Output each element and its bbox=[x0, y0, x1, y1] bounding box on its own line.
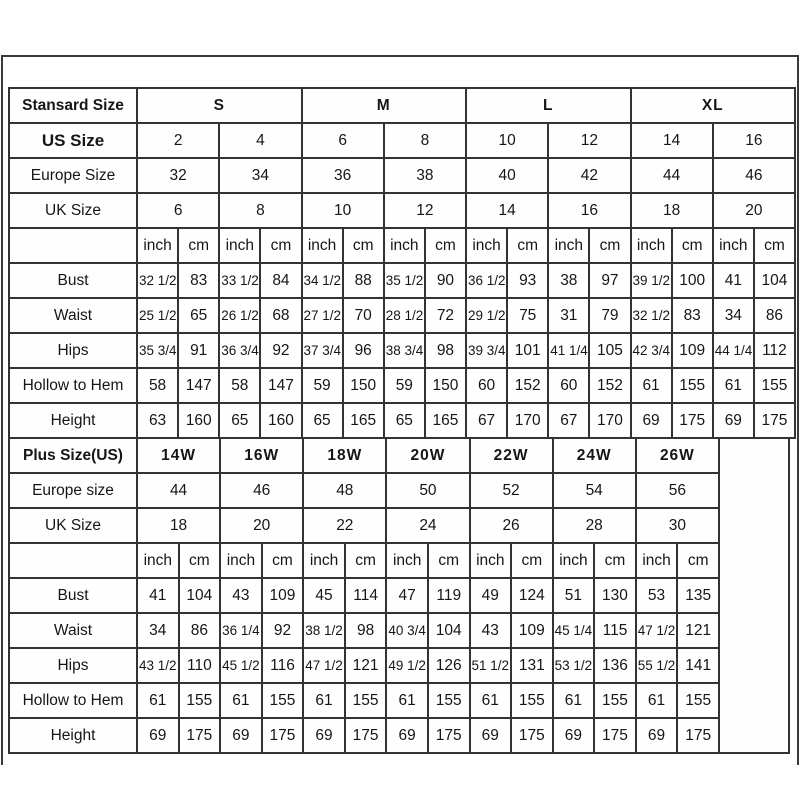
unit-row bbox=[9, 228, 795, 263]
size-group-header: 26W bbox=[636, 438, 719, 473]
measurement-value-cell: 90 bbox=[425, 263, 466, 298]
unit-inch-header: inch bbox=[636, 543, 678, 578]
size-value-cell: 30 bbox=[636, 508, 719, 543]
unit-cm-header: cm bbox=[178, 228, 219, 263]
measurement-value-cell: 60 bbox=[466, 368, 507, 403]
measurement-value-cell: 65 bbox=[219, 403, 260, 438]
measurement-value-cell: 32 1/2 bbox=[631, 298, 672, 333]
measurement-value-cell: 104 bbox=[428, 613, 470, 648]
measurement-value-cell: 141 bbox=[677, 648, 719, 683]
measurement-value-cell: 45 1/4 bbox=[553, 613, 595, 648]
size-value-cell: 34 bbox=[219, 158, 301, 193]
measurement-value-cell: 155 bbox=[262, 683, 304, 718]
empty-corner-cell bbox=[9, 543, 137, 578]
measurement-value-cell: 37 3/4 bbox=[302, 333, 343, 368]
header-row bbox=[9, 158, 795, 193]
measurement-value-cell: 53 bbox=[636, 578, 678, 613]
measurement-value-cell: 114 bbox=[345, 578, 387, 613]
measurement-value-cell: 104 bbox=[179, 578, 221, 613]
measurement-label: Bust bbox=[9, 578, 137, 613]
measurement-value-cell: 72 bbox=[425, 298, 466, 333]
measurement-row bbox=[9, 263, 795, 298]
unit-inch-header: inch bbox=[219, 228, 260, 263]
measurement-row bbox=[9, 683, 789, 718]
size-value-cell: 8 bbox=[219, 193, 301, 228]
measurement-value-cell: 61 bbox=[553, 683, 595, 718]
size-value-cell: 8 bbox=[384, 123, 466, 158]
measurement-label: Bust bbox=[9, 263, 137, 298]
size-value-cell: 2 bbox=[137, 123, 219, 158]
unit-inch-header: inch bbox=[553, 543, 595, 578]
unit-inch-header: inch bbox=[631, 228, 672, 263]
empty-corner-cell bbox=[9, 228, 137, 263]
measurement-row bbox=[9, 403, 795, 438]
measurement-value-cell: 39 1/2 bbox=[631, 263, 672, 298]
unit-cm-header: cm bbox=[179, 543, 221, 578]
size-value-cell: 50 bbox=[386, 473, 469, 508]
measurement-value-cell: 33 1/2 bbox=[219, 263, 260, 298]
size-value-cell: 10 bbox=[466, 123, 548, 158]
size-value-cell: 18 bbox=[631, 193, 713, 228]
measurement-value-cell: 51 1/2 bbox=[470, 648, 512, 683]
measurement-value-cell: 39 3/4 bbox=[466, 333, 507, 368]
size-value-cell: 28 bbox=[553, 508, 636, 543]
measurement-value-cell: 121 bbox=[345, 648, 387, 683]
unit-cm-header: cm bbox=[672, 228, 713, 263]
measurement-value-cell: 55 1/2 bbox=[636, 648, 678, 683]
measurement-row bbox=[9, 613, 789, 648]
measurement-value-cell: 38 1/2 bbox=[303, 613, 345, 648]
measurement-value-cell: 67 bbox=[466, 403, 507, 438]
measurement-value-cell: 58 bbox=[219, 368, 260, 403]
size-value-cell: 46 bbox=[713, 158, 795, 193]
measurement-value-cell: 101 bbox=[507, 333, 548, 368]
measurement-value-cell: 34 1/2 bbox=[302, 263, 343, 298]
measurement-value-cell: 61 bbox=[636, 683, 678, 718]
measurement-value-cell: 119 bbox=[428, 578, 470, 613]
size-value-cell: 26 bbox=[470, 508, 553, 543]
measurement-value-cell: 96 bbox=[343, 333, 384, 368]
measurement-value-cell: 130 bbox=[594, 578, 636, 613]
unit-inch-header: inch bbox=[137, 228, 178, 263]
measurement-value-cell: 28 1/2 bbox=[384, 298, 425, 333]
measurement-value-cell: 69 bbox=[386, 718, 428, 753]
measurement-value-cell: 175 bbox=[345, 718, 387, 753]
size-group-header: 22W bbox=[470, 438, 553, 473]
unit-cm-header: cm bbox=[428, 543, 470, 578]
size-group-header: M bbox=[302, 88, 467, 123]
measurement-value-cell: 61 bbox=[386, 683, 428, 718]
row-label: Europe size bbox=[9, 473, 137, 508]
size-value-cell: 12 bbox=[548, 123, 630, 158]
measurement-value-cell: 69 bbox=[631, 403, 672, 438]
measurement-value-cell: 69 bbox=[137, 718, 179, 753]
measurement-row bbox=[9, 333, 795, 368]
measurement-value-cell: 131 bbox=[511, 648, 553, 683]
measurement-value-cell: 41 1/4 bbox=[548, 333, 589, 368]
measurement-value-cell: 61 bbox=[137, 683, 179, 718]
measurement-label: Waist bbox=[9, 298, 137, 333]
measurement-value-cell: 44 1/4 bbox=[713, 333, 754, 368]
row-label: US Size bbox=[9, 123, 137, 158]
measurement-row bbox=[9, 718, 789, 753]
measurement-row bbox=[9, 648, 789, 683]
measurement-value-cell: 45 bbox=[303, 578, 345, 613]
measurement-value-cell: 31 bbox=[548, 298, 589, 333]
measurement-row bbox=[9, 298, 795, 333]
measurement-value-cell: 70 bbox=[343, 298, 384, 333]
measurement-value-cell: 175 bbox=[672, 403, 713, 438]
measurement-value-cell: 86 bbox=[754, 298, 795, 333]
measurement-value-cell: 61 bbox=[713, 368, 754, 403]
measurement-value-cell: 88 bbox=[343, 263, 384, 298]
unit-cm-header: cm bbox=[589, 228, 630, 263]
measurement-value-cell: 45 1/2 bbox=[220, 648, 262, 683]
size-value-cell: 42 bbox=[548, 158, 630, 193]
size-value-cell: 38 bbox=[384, 158, 466, 193]
measurement-value-cell: 175 bbox=[262, 718, 304, 753]
corner-label: Stansard Size bbox=[9, 88, 137, 123]
measurement-label: Height bbox=[9, 403, 137, 438]
measurement-value-cell: 155 bbox=[672, 368, 713, 403]
unit-inch-header: inch bbox=[303, 543, 345, 578]
size-group-header: L bbox=[466, 88, 631, 123]
measurement-value-cell: 155 bbox=[511, 683, 553, 718]
size-value-cell: 16 bbox=[548, 193, 630, 228]
measurement-value-cell: 155 bbox=[345, 683, 387, 718]
measurement-value-cell: 175 bbox=[179, 718, 221, 753]
measurement-value-cell: 124 bbox=[511, 578, 553, 613]
measurement-value-cell: 69 bbox=[636, 718, 678, 753]
measurement-value-cell: 47 1/2 bbox=[303, 648, 345, 683]
measurement-label: Hollow to Hem bbox=[9, 368, 137, 403]
measurement-label: Height bbox=[9, 718, 137, 753]
corner-label: Plus Size(US) bbox=[9, 438, 137, 473]
measurement-row bbox=[9, 578, 789, 613]
measurement-value-cell: 160 bbox=[260, 403, 301, 438]
measurement-value-cell: 25 1/2 bbox=[137, 298, 178, 333]
unit-cm-header: cm bbox=[262, 543, 304, 578]
size-group-header: 24W bbox=[553, 438, 636, 473]
unit-row bbox=[9, 543, 789, 578]
row-label: Europe Size bbox=[9, 158, 137, 193]
measurement-value-cell: 43 1/2 bbox=[137, 648, 179, 683]
measurement-value-cell: 84 bbox=[260, 263, 301, 298]
measurement-value-cell: 135 bbox=[677, 578, 719, 613]
size-group-row bbox=[9, 438, 789, 473]
size-value-cell: 52 bbox=[470, 473, 553, 508]
size-group-header: XL bbox=[631, 88, 796, 123]
measurement-value-cell: 86 bbox=[179, 613, 221, 648]
measurement-value-cell: 53 1/2 bbox=[553, 648, 595, 683]
plus-size-table bbox=[8, 437, 790, 754]
measurement-value-cell: 69 bbox=[553, 718, 595, 753]
size-value-cell: 22 bbox=[303, 508, 386, 543]
header-row bbox=[9, 508, 789, 543]
size-group-header: S bbox=[137, 88, 302, 123]
measurement-value-cell: 63 bbox=[137, 403, 178, 438]
measurement-value-cell: 41 bbox=[137, 578, 179, 613]
measurement-value-cell: 36 1/2 bbox=[466, 263, 507, 298]
measurement-value-cell: 69 bbox=[220, 718, 262, 753]
measurement-value-cell: 112 bbox=[754, 333, 795, 368]
measurement-value-cell: 93 bbox=[507, 263, 548, 298]
size-value-cell: 44 bbox=[631, 158, 713, 193]
header-row bbox=[9, 193, 795, 228]
measurement-label: Waist bbox=[9, 613, 137, 648]
measurement-label: Hollow to Hem bbox=[9, 683, 137, 718]
unit-inch-header: inch bbox=[137, 543, 179, 578]
size-group-header: 20W bbox=[386, 438, 469, 473]
measurement-value-cell: 69 bbox=[713, 403, 754, 438]
measurement-value-cell: 69 bbox=[470, 718, 512, 753]
measurement-row bbox=[9, 368, 795, 403]
measurement-value-cell: 165 bbox=[425, 403, 466, 438]
size-value-cell: 32 bbox=[137, 158, 219, 193]
measurement-value-cell: 147 bbox=[260, 368, 301, 403]
size-group-header: 18W bbox=[303, 438, 386, 473]
measurement-value-cell: 150 bbox=[425, 368, 466, 403]
size-group-header: 16W bbox=[220, 438, 303, 473]
measurement-value-cell: 60 bbox=[548, 368, 589, 403]
measurement-value-cell: 175 bbox=[594, 718, 636, 753]
measurement-value-cell: 170 bbox=[589, 403, 630, 438]
measurement-label: Hips bbox=[9, 333, 137, 368]
measurement-value-cell: 100 bbox=[672, 263, 713, 298]
measurement-value-cell: 121 bbox=[677, 613, 719, 648]
measurement-value-cell: 83 bbox=[178, 263, 219, 298]
unit-cm-header: cm bbox=[260, 228, 301, 263]
size-value-cell: 48 bbox=[303, 473, 386, 508]
size-group-row bbox=[9, 88, 795, 123]
measurement-value-cell: 98 bbox=[345, 613, 387, 648]
unit-inch-header: inch bbox=[302, 228, 343, 263]
measurement-value-cell: 175 bbox=[754, 403, 795, 438]
measurement-value-cell: 155 bbox=[677, 683, 719, 718]
measurement-value-cell: 126 bbox=[428, 648, 470, 683]
measurement-value-cell: 65 bbox=[178, 298, 219, 333]
measurement-value-cell: 152 bbox=[507, 368, 548, 403]
size-value-cell: 20 bbox=[713, 193, 795, 228]
size-value-cell: 20 bbox=[220, 508, 303, 543]
measurement-value-cell: 47 bbox=[386, 578, 428, 613]
unit-cm-header: cm bbox=[343, 228, 384, 263]
measurement-value-cell: 110 bbox=[179, 648, 221, 683]
measurement-value-cell: 36 3/4 bbox=[219, 333, 260, 368]
measurement-value-cell: 34 bbox=[137, 613, 179, 648]
measurement-value-cell: 65 bbox=[302, 403, 343, 438]
measurement-value-cell: 160 bbox=[178, 403, 219, 438]
measurement-value-cell: 79 bbox=[589, 298, 630, 333]
size-value-cell: 10 bbox=[302, 193, 384, 228]
measurement-value-cell: 155 bbox=[754, 368, 795, 403]
size-value-cell: 14 bbox=[631, 123, 713, 158]
measurement-value-cell: 91 bbox=[178, 333, 219, 368]
measurement-value-cell: 38 3/4 bbox=[384, 333, 425, 368]
measurement-value-cell: 104 bbox=[754, 263, 795, 298]
measurement-value-cell: 116 bbox=[262, 648, 304, 683]
size-value-cell: 46 bbox=[220, 473, 303, 508]
size-value-cell: 12 bbox=[384, 193, 466, 228]
unit-inch-header: inch bbox=[548, 228, 589, 263]
measurement-value-cell: 40 3/4 bbox=[386, 613, 428, 648]
size-value-cell: 4 bbox=[219, 123, 301, 158]
unit-inch-header: inch bbox=[466, 228, 507, 263]
measurement-value-cell: 136 bbox=[594, 648, 636, 683]
measurement-value-cell: 67 bbox=[548, 403, 589, 438]
size-value-cell: 54 bbox=[553, 473, 636, 508]
measurement-value-cell: 58 bbox=[137, 368, 178, 403]
size-value-cell: 6 bbox=[137, 193, 219, 228]
unit-inch-header: inch bbox=[384, 228, 425, 263]
size-value-cell: 44 bbox=[137, 473, 220, 508]
measurement-label: Hips bbox=[9, 648, 137, 683]
measurement-value-cell: 36 1/4 bbox=[220, 613, 262, 648]
measurement-value-cell: 43 bbox=[470, 613, 512, 648]
measurement-value-cell: 170 bbox=[507, 403, 548, 438]
measurement-value-cell: 165 bbox=[343, 403, 384, 438]
unit-inch-header: inch bbox=[220, 543, 262, 578]
unit-cm-header: cm bbox=[345, 543, 387, 578]
size-value-cell: 40 bbox=[466, 158, 548, 193]
measurement-value-cell: 98 bbox=[425, 333, 466, 368]
row-label: UK Size bbox=[9, 193, 137, 228]
measurement-value-cell: 49 bbox=[470, 578, 512, 613]
unit-cm-header: cm bbox=[594, 543, 636, 578]
measurement-value-cell: 150 bbox=[343, 368, 384, 403]
measurement-value-cell: 38 bbox=[548, 263, 589, 298]
unit-cm-header: cm bbox=[511, 543, 553, 578]
measurement-value-cell: 32 1/2 bbox=[137, 263, 178, 298]
size-group-header: 14W bbox=[137, 438, 220, 473]
measurement-value-cell: 61 bbox=[631, 368, 672, 403]
measurement-value-cell: 68 bbox=[260, 298, 301, 333]
measurement-value-cell: 97 bbox=[589, 263, 630, 298]
measurement-value-cell: 49 1/2 bbox=[386, 648, 428, 683]
unit-inch-header: inch bbox=[386, 543, 428, 578]
measurement-value-cell: 109 bbox=[672, 333, 713, 368]
measurement-value-cell: 59 bbox=[302, 368, 343, 403]
size-value-cell: 56 bbox=[636, 473, 719, 508]
measurement-value-cell: 35 3/4 bbox=[137, 333, 178, 368]
measurement-value-cell: 155 bbox=[428, 683, 470, 718]
size-value-cell: 36 bbox=[302, 158, 384, 193]
measurement-value-cell: 35 1/2 bbox=[384, 263, 425, 298]
measurement-value-cell: 61 bbox=[220, 683, 262, 718]
measurement-value-cell: 105 bbox=[589, 333, 630, 368]
measurement-value-cell: 69 bbox=[303, 718, 345, 753]
unit-cm-header: cm bbox=[754, 228, 795, 263]
size-value-cell: 18 bbox=[137, 508, 220, 543]
measurement-value-cell: 175 bbox=[428, 718, 470, 753]
measurement-value-cell: 61 bbox=[470, 683, 512, 718]
empty-cell bbox=[719, 438, 789, 753]
measurement-value-cell: 34 bbox=[713, 298, 754, 333]
measurement-value-cell: 41 bbox=[713, 263, 754, 298]
measurement-value-cell: 92 bbox=[262, 613, 304, 648]
measurement-value-cell: 109 bbox=[511, 613, 553, 648]
row-label: UK Size bbox=[9, 508, 137, 543]
measurement-value-cell: 27 1/2 bbox=[302, 298, 343, 333]
unit-cm-header: cm bbox=[507, 228, 548, 263]
size-value-cell: 16 bbox=[713, 123, 795, 158]
measurement-value-cell: 47 1/2 bbox=[636, 613, 678, 648]
standard-size-table bbox=[8, 87, 796, 439]
measurement-value-cell: 43 bbox=[220, 578, 262, 613]
measurement-value-cell: 115 bbox=[594, 613, 636, 648]
size-value-cell: 14 bbox=[466, 193, 548, 228]
measurement-value-cell: 109 bbox=[262, 578, 304, 613]
measurement-value-cell: 65 bbox=[384, 403, 425, 438]
measurement-value-cell: 155 bbox=[594, 683, 636, 718]
measurement-value-cell: 75 bbox=[507, 298, 548, 333]
measurement-value-cell: 175 bbox=[677, 718, 719, 753]
measurement-value-cell: 83 bbox=[672, 298, 713, 333]
measurement-value-cell: 51 bbox=[553, 578, 595, 613]
measurement-value-cell: 147 bbox=[178, 368, 219, 403]
measurement-value-cell: 155 bbox=[179, 683, 221, 718]
measurement-value-cell: 175 bbox=[511, 718, 553, 753]
measurement-value-cell: 29 1/2 bbox=[466, 298, 507, 333]
size-value-cell: 24 bbox=[386, 508, 469, 543]
measurement-value-cell: 152 bbox=[589, 368, 630, 403]
measurement-value-cell: 61 bbox=[303, 683, 345, 718]
measurement-value-cell: 59 bbox=[384, 368, 425, 403]
measurement-value-cell: 42 3/4 bbox=[631, 333, 672, 368]
measurement-value-cell: 92 bbox=[260, 333, 301, 368]
header-row bbox=[9, 473, 789, 508]
size-value-cell: 6 bbox=[302, 123, 384, 158]
unit-inch-header: inch bbox=[713, 228, 754, 263]
unit-cm-header: cm bbox=[677, 543, 719, 578]
unit-inch-header: inch bbox=[470, 543, 512, 578]
measurement-value-cell: 26 1/2 bbox=[219, 298, 260, 333]
header-row bbox=[9, 123, 795, 158]
unit-cm-header: cm bbox=[425, 228, 466, 263]
